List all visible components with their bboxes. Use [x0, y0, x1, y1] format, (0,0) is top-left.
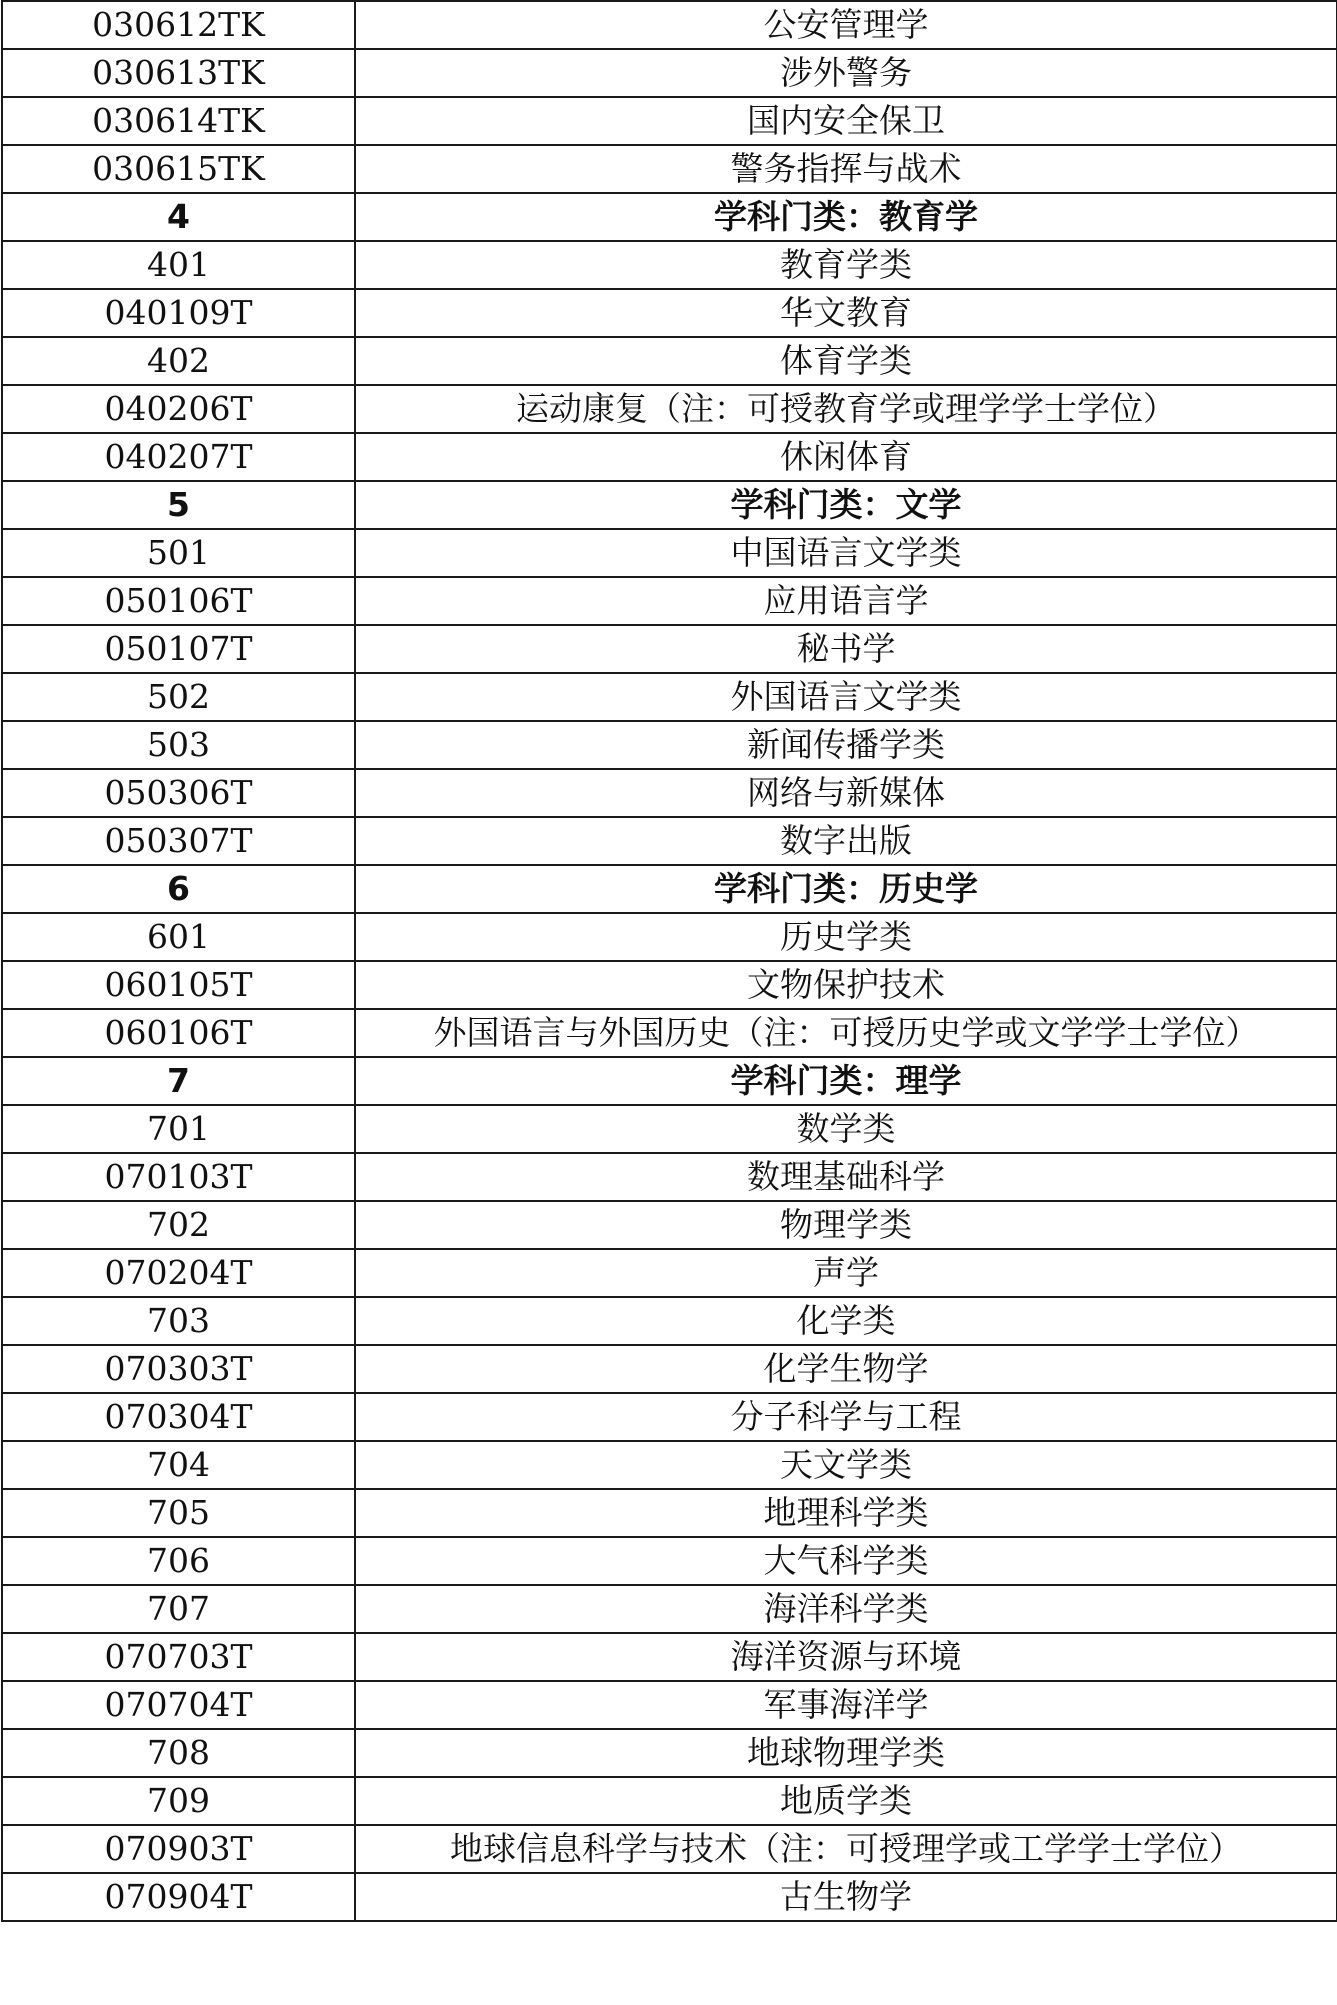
table-row [2, 1153, 1337, 1201]
category-number: 4 [2, 193, 355, 241]
category-name: 学科门类：教育学 [355, 193, 1337, 241]
category-name: 学科门类：理学 [355, 1057, 1337, 1105]
table-row [2, 817, 1337, 865]
major-code: 050306T [2, 769, 355, 817]
major-code: 070204T [2, 1249, 355, 1297]
major-name: 化学生物学 [355, 1345, 1337, 1393]
table-row [2, 577, 1337, 625]
major-name: 华文教育 [355, 289, 1337, 337]
major-name: 化学类 [355, 1297, 1337, 1345]
table-row [2, 1873, 1337, 1921]
major-code: 060105T [2, 961, 355, 1009]
major-name: 外国语言文学类 [355, 673, 1337, 721]
table-row [2, 97, 1337, 145]
major-name: 地质学类 [355, 1777, 1337, 1825]
table-row [2, 337, 1337, 385]
major-code: 040207T [2, 433, 355, 481]
major-name: 数字出版 [355, 817, 1337, 865]
major-name: 海洋资源与环境 [355, 1633, 1337, 1681]
major-name: 大气科学类 [355, 1537, 1337, 1585]
category-row [2, 865, 1337, 913]
major-name: 中国语言文学类 [355, 529, 1337, 577]
major-name: 体育学类 [355, 337, 1337, 385]
major-name: 应用语言学 [355, 577, 1337, 625]
major-code: 030614TK [2, 97, 355, 145]
major-code: 030613TK [2, 49, 355, 97]
category-number: 6 [2, 865, 355, 913]
major-name: 教育学类 [355, 241, 1337, 289]
table-row [2, 1777, 1337, 1825]
major-code: 070903T [2, 1825, 355, 1873]
major-name: 物理学类 [355, 1201, 1337, 1249]
major-name: 地球物理学类 [355, 1729, 1337, 1777]
major-code: 503 [2, 721, 355, 769]
major-code: 401 [2, 241, 355, 289]
table-row [2, 961, 1337, 1009]
table-body [2, 1, 1337, 1921]
table-row [2, 433, 1337, 481]
table-row [2, 721, 1337, 769]
major-code: 070703T [2, 1633, 355, 1681]
major-code: 030615TK [2, 145, 355, 193]
major-name: 天文学类 [355, 1441, 1337, 1489]
table-row [2, 289, 1337, 337]
category-row [2, 481, 1337, 529]
major-name: 警务指挥与战术 [355, 145, 1337, 193]
major-name: 新闻传播学类 [355, 721, 1337, 769]
major-code: 402 [2, 337, 355, 385]
major-name: 运动康复（注：可授教育学或理学学士学位） [355, 385, 1337, 433]
table-row [2, 1729, 1337, 1777]
major-name: 秘书学 [355, 625, 1337, 673]
category-number: 7 [2, 1057, 355, 1105]
major-code: 706 [2, 1537, 355, 1585]
major-code: 701 [2, 1105, 355, 1153]
major-code: 060106T [2, 1009, 355, 1057]
major-code: 703 [2, 1297, 355, 1345]
major-code: 070304T [2, 1393, 355, 1441]
table-row [2, 241, 1337, 289]
table-row [2, 1825, 1337, 1873]
major-name: 军事海洋学 [355, 1681, 1337, 1729]
table-row [2, 1201, 1337, 1249]
table-row [2, 1, 1337, 49]
major-name: 外国语言与外国历史（注：可授历史学或文学学士学位） [355, 1009, 1337, 1057]
major-code: 040206T [2, 385, 355, 433]
table-row [2, 1681, 1337, 1729]
table-row [2, 385, 1337, 433]
table-row [2, 1009, 1337, 1057]
major-code: 040109T [2, 289, 355, 337]
table-row [2, 769, 1337, 817]
table-row [2, 1105, 1337, 1153]
major-code: 702 [2, 1201, 355, 1249]
table-row [2, 49, 1337, 97]
major-name: 网络与新媒体 [355, 769, 1337, 817]
category-name: 学科门类：文学 [355, 481, 1337, 529]
major-name: 数理基础科学 [355, 1153, 1337, 1201]
category-name: 学科门类：历史学 [355, 865, 1337, 913]
major-code: 070904T [2, 1873, 355, 1921]
table-row [2, 529, 1337, 577]
major-code: 050307T [2, 817, 355, 865]
table-row [2, 1297, 1337, 1345]
table-row [2, 145, 1337, 193]
major-name: 国内安全保卫 [355, 97, 1337, 145]
major-name: 公安管理学 [355, 1, 1337, 49]
category-row [2, 1057, 1337, 1105]
major-name: 数学类 [355, 1105, 1337, 1153]
major-name: 文物保护技术 [355, 961, 1337, 1009]
major-code: 707 [2, 1585, 355, 1633]
major-name: 涉外警务 [355, 49, 1337, 97]
major-code: 501 [2, 529, 355, 577]
major-name: 古生物学 [355, 1873, 1337, 1921]
table-row [2, 1345, 1337, 1393]
major-name: 分子科学与工程 [355, 1393, 1337, 1441]
table-row [2, 1393, 1337, 1441]
major-code: 601 [2, 913, 355, 961]
major-name: 声学 [355, 1249, 1337, 1297]
table-row [2, 1441, 1337, 1489]
major-code: 502 [2, 673, 355, 721]
table-row [2, 1489, 1337, 1537]
category-row [2, 193, 1337, 241]
table-row [2, 913, 1337, 961]
category-number: 5 [2, 481, 355, 529]
table-row [2, 1585, 1337, 1633]
major-code: 708 [2, 1729, 355, 1777]
major-code: 050107T [2, 625, 355, 673]
major-code: 050106T [2, 577, 355, 625]
table-row [2, 673, 1337, 721]
major-code: 709 [2, 1777, 355, 1825]
major-code: 070303T [2, 1345, 355, 1393]
major-name: 海洋科学类 [355, 1585, 1337, 1633]
table-row [2, 1537, 1337, 1585]
table-row [2, 625, 1337, 673]
major-code: 705 [2, 1489, 355, 1537]
major-name: 休闲体育 [355, 433, 1337, 481]
table-row [2, 1633, 1337, 1681]
major-name: 历史学类 [355, 913, 1337, 961]
major-code: 070704T [2, 1681, 355, 1729]
major-code: 704 [2, 1441, 355, 1489]
major-name: 地理科学类 [355, 1489, 1337, 1537]
major-name: 地球信息科学与技术（注：可授理学或工学学士学位） [355, 1825, 1337, 1873]
major-code: 030612TK [2, 1, 355, 49]
table-row [2, 1249, 1337, 1297]
major-code: 070103T [2, 1153, 355, 1201]
major-catalog-table [1, 0, 1337, 1922]
